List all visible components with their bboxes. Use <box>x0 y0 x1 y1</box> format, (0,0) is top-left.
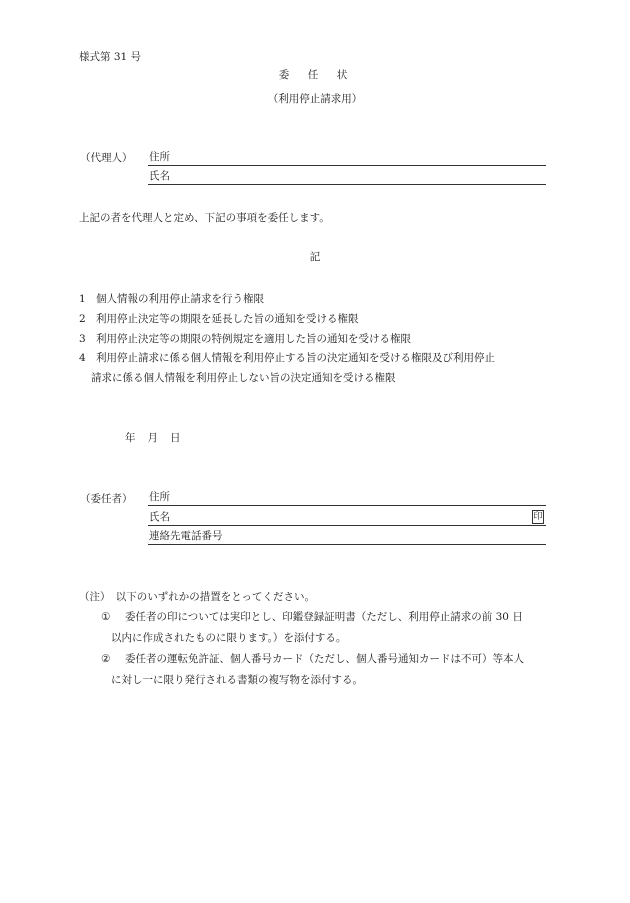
item-number: 4 <box>79 352 86 364</box>
item-text: 利用停止決定等の期限の特例規定を適用した旨の通知を受ける権限 <box>96 333 411 345</box>
date-line <box>125 431 193 445</box>
item-number: 2 <box>79 313 86 325</box>
list-item <box>79 309 549 329</box>
item-text: 個人情報の利用停止請求を行う権限 <box>96 293 264 305</box>
item-text: 利用停止決定等の期限を延長した旨の通知を受ける権限 <box>96 313 359 325</box>
agent-address-label: 住所 <box>149 151 170 163</box>
note-item <box>101 607 551 649</box>
agent-name-field <box>148 168 546 185</box>
ki-heading: 記 <box>309 251 321 263</box>
list-item <box>79 289 549 309</box>
date-day-label: 日 <box>170 432 181 444</box>
note-text-continuation: に対し一に限り発行される書類の複写物を添付する。 <box>111 674 363 686</box>
note-text: 委任者の運転免許証、個人番号カード（ただし、個人番号通知カードは不可）等本人 <box>125 653 524 665</box>
note-heading: （注） 以下のいずれかの措置をとってください。 <box>79 591 316 603</box>
list-item <box>79 329 549 349</box>
principal-address-label: 住所 <box>149 491 170 503</box>
intro-text: 上記の者を代理人と定め、下記の事項を委任します。 <box>79 212 330 224</box>
principal-address-field <box>148 489 546 506</box>
date-year-label: 年 <box>125 432 136 444</box>
agent-address-field <box>148 149 546 166</box>
item-text-continuation: 請求に係る個人情報を利用停止しない旨の決定通知を受ける権限 <box>91 372 396 384</box>
principal-role-label: （委任者） <box>80 493 133 505</box>
principal-name-field <box>148 509 546 526</box>
principal-phone-field <box>148 528 546 545</box>
document-title: 委 任 状 <box>278 69 352 81</box>
item-text: 利用停止請求に係る個人情報を利用停止する旨の決定通知を受ける権限及び利用停止 <box>96 352 495 364</box>
principal-phone-label: 連絡先電話番号 <box>149 530 223 542</box>
item-number: 1 <box>79 293 86 305</box>
seal-mark: 印 <box>533 512 543 522</box>
note-mark: ① <box>101 611 111 623</box>
note-mark: ② <box>101 653 111 665</box>
agent-name-label: 氏名 <box>149 170 170 182</box>
note-text: 委任者の印については実印とし、印鑑登録証明書（ただし、利用停止請求の前 30 日 <box>125 611 523 623</box>
agent-role-label: （代理人） <box>80 152 133 164</box>
document-subtitle: （利用停止請求用） <box>267 93 363 105</box>
note-text-continuation: 以内に作成されたものに限ります。）を添付する。 <box>111 632 347 644</box>
note-item <box>101 649 551 691</box>
item-number: 3 <box>79 333 86 345</box>
form-number: 様式第 31 号 <box>79 51 142 63</box>
principal-name-label: 氏名 <box>149 511 170 523</box>
date-month-label: 月 <box>147 432 158 444</box>
list-item <box>79 348 549 388</box>
